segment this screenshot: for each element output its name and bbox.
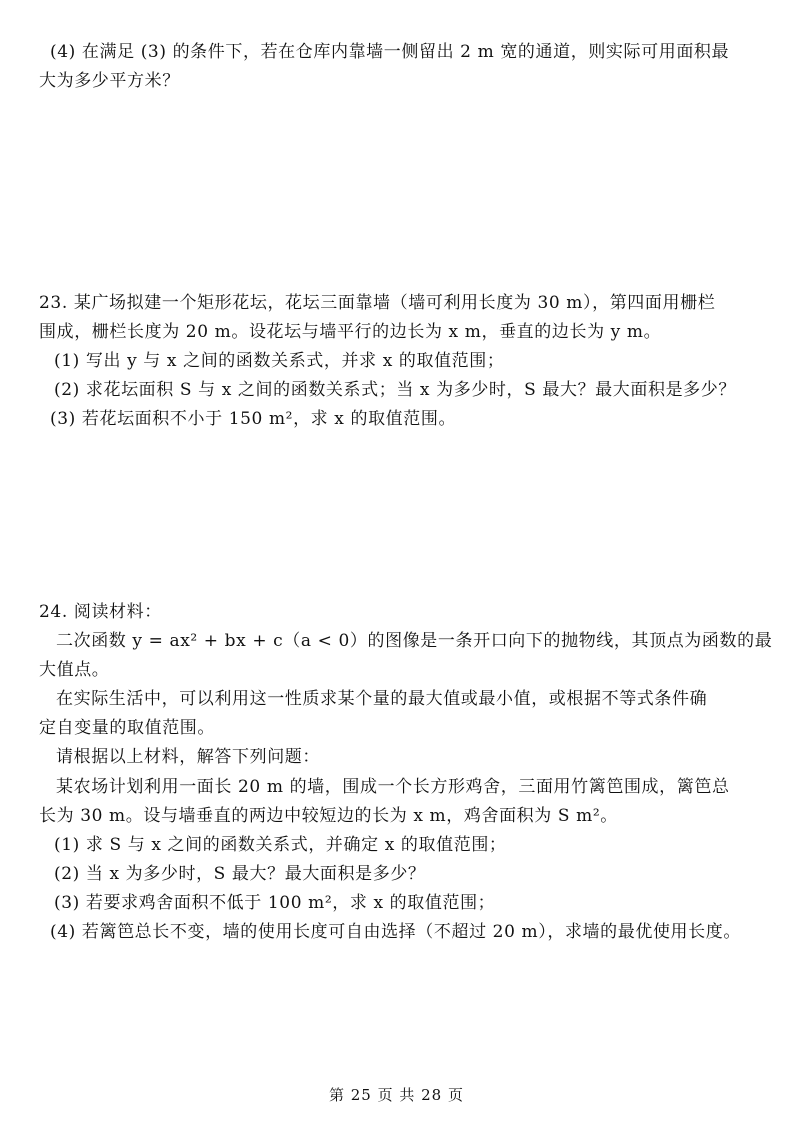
q23-part2: (2) 求花坛面积 S 与 x 之间的函数关系式；当 x 为多少时，S 最大？最大面积是多少？ [54, 380, 736, 400]
q24-material-line1: 二次函数 y = ax² + bx + c（a < 0）的图像是一条开口向下的抛物线，其顶点为函数的最 [56, 631, 773, 651]
q24-material-line4: 定自变量的取值范围。 [39, 718, 215, 738]
q24-material-line3: 在实际生活中，可以利用这一性质求某个量的最大值或最小值，或根据不等式条件确 [56, 689, 708, 709]
q22-part4-line1: (4) 在满足 (3) 的条件下，若在仓库内靠墙一侧留出 2 m 宽的通道，则实际可用面积最 [50, 42, 730, 62]
q24-part3: (3) 若要求鸡舍面积不低于 100 m²，求 x 的取值范围； [54, 893, 496, 913]
q24-part1: (1) 求 S 与 x 之间的函数关系式，并确定 x 的取值范围； [54, 835, 507, 855]
q23-part1: (1) 写出 y 与 x 之间的函数关系式，并求 x 的取值范围； [54, 351, 505, 371]
page-number-footer: 第 25 页 共 28 页 [328, 1086, 464, 1104]
q23-stem-line1: 23. 某广场拟建一个矩形花坛，花坛三面靠墙（墙可利用长度为 30 m），第四面用栅栏 [39, 293, 716, 313]
q24-instruction: 请根据以上材料，解答下列问题： [56, 747, 320, 767]
q24-part2: (2) 当 x 为多少时，S 最大？最大面积是多少？ [54, 864, 426, 884]
q23-part3: (3) 若花坛面积不小于 150 m²，求 x 的取值范围。 [50, 409, 457, 429]
q24-title: 24. 阅读材料： [39, 602, 162, 622]
q24-part4: (4) 若篱笆总长不变，墙的使用长度可自由选择（不超过 20 m），求墙的最优使用长度。 [50, 922, 741, 942]
q24-problem-line1: 某农场计划利用一面长 20 m 的墙，围成一个长方形鸡舍，三面用竹篱笆围成，篱笆总 [56, 777, 730, 797]
q24-problem-line2: 长为 30 m。设与墙垂直的两边中较短边的长为 x m，鸡舍面积为 S m²。 [39, 806, 618, 826]
q23-stem-line2: 围成，栅栏长度为 20 m。设花坛与墙平行的边长为 x m，垂直的边长为 y m。 [39, 322, 662, 342]
q22-part4-line2: 大为多少平方米？ [39, 71, 180, 91]
q24-material-line2: 大值点。 [39, 660, 110, 680]
